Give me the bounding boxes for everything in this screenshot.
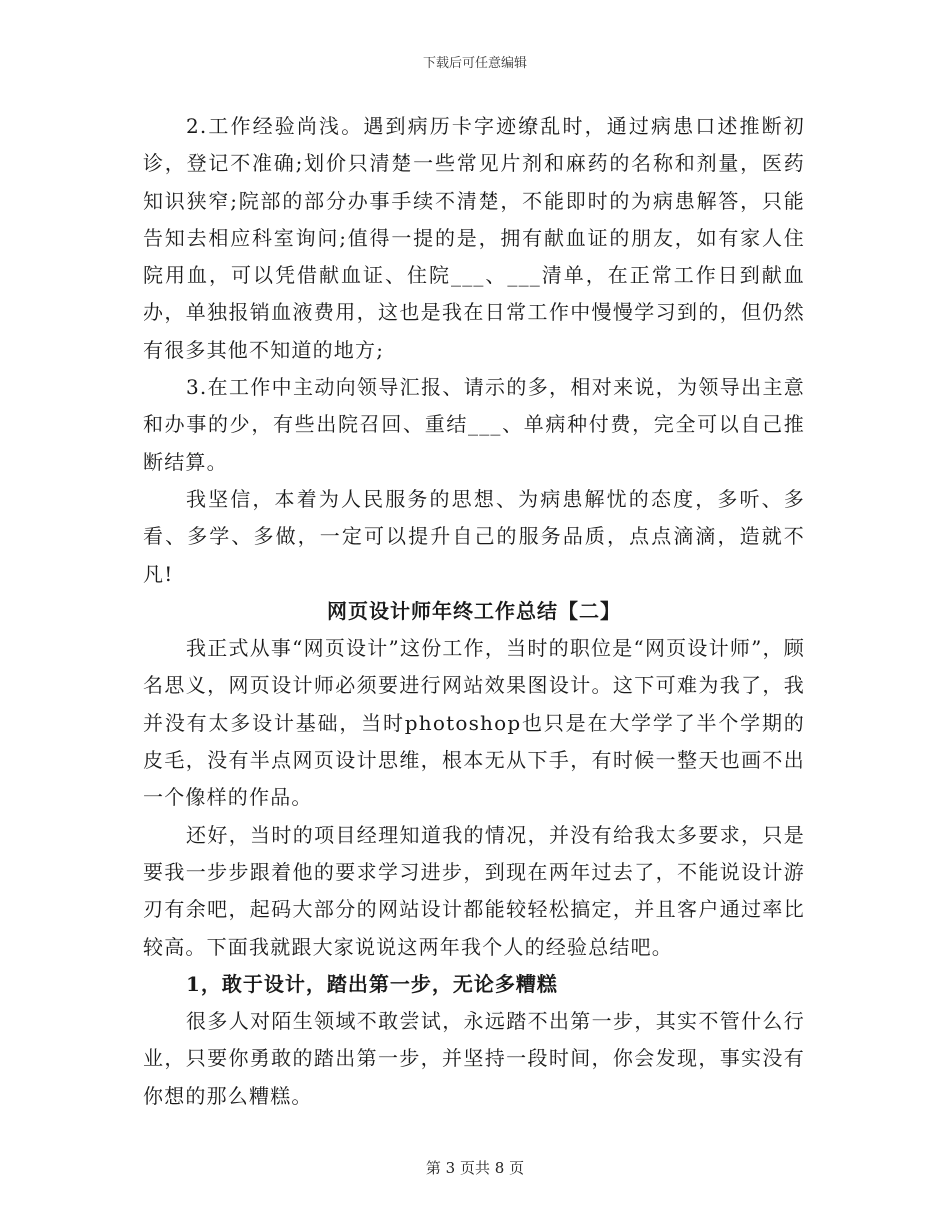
paragraph: 3.在工作中主动向领导汇报、请示的多，相对来说，为领导出主意和办事的少，有些出院召回、重结___、单病种付费，完全可以自己推断结算。 [143, 375, 805, 474]
subheading: 1，敢于设计，踏出第一步，无论多糟糕 [186, 971, 558, 996]
paragraph: 我正式从事“网页设计”这份工作，当时的职位是“网页设计师”，顾名思义，网页设计师必须要进行网站效果图设计。这下可难为我了，我并没有太多设计基础，当时photoshop也只是在大学学了半个学期的皮毛，没有半点网页设计思维，根本无从下手，有时候一整天也画不出一个像样的作品。 [143, 636, 805, 810]
page-footer: 第 3 页共 8 页 [425, 1159, 525, 1177]
paragraph: 2.工作经验尚浅。遇到病历卡字迹缭乱时，通过病患口述推断初诊，登记不准确;划价只清楚一些常见片剂和麻药的名称和剂量，医药知识狭窄;院部的部分办事手续不清楚，不能即时的为病患解答，只能告知去相应科室询问;值得一提的是，拥有献血证的朋友，如有家人住院用血，可以凭借献血证、住院___、___清单，在正常工作日到献血办，单独报销血液费用，这也是我在日常工作中慢慢学习到的，但仍然有很多其他不知道的地方; [143, 114, 805, 362]
paragraph: 很多人对陌生领域不敢尝试，永远踏不出第一步，其实不管什么行业，只要你勇敢的踏出第一步，并坚持一段时间，你会发现，事实没有你想的那么糟糕。 [143, 1009, 805, 1108]
paragraph: 我坚信，本着为人民服务的思想、为病患解忧的态度，多听、多看、多学、多做，一定可以提升自己的服务品质，点点滴滴，造就不凡! [143, 486, 805, 586]
section-title: 网页设计师年终工作总结【二】 [327, 598, 621, 623]
paragraph: 还好，当时的项目经理知道我的情况，并没有给我太多要求，只是要我一步步跟着他的要求学习进步，到现在两年过去了，不能说设计游刃有余吧，起码大部分的网站设计都能较轻松搞定，并且客户通过率比较高。下面我就跟大家说说这两年我个人的经验总结吧。 [143, 822, 805, 959]
page-header: 下载后可任意编辑 [422, 56, 527, 71]
document-body [143, 108, 805, 1115]
